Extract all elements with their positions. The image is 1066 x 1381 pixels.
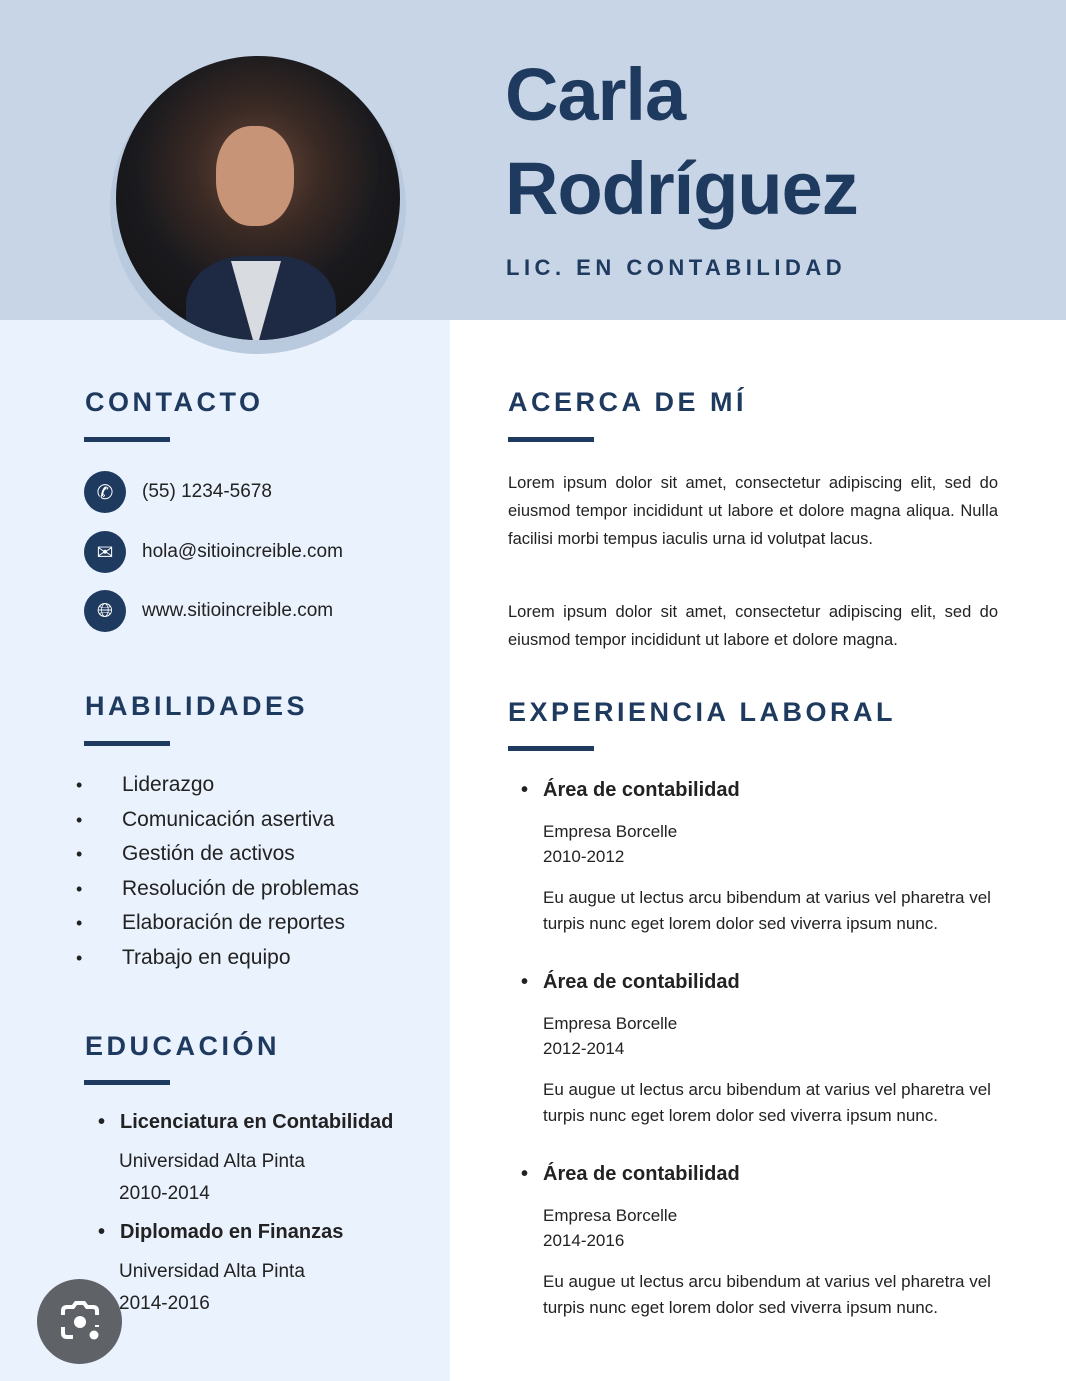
phone-text: (55) 1234-5678 [142,481,272,502]
contact-email[interactable] [84,531,343,573]
list-item: • Resolución de problemas [98,872,359,907]
job-years: 2014-2016 [543,1231,625,1250]
camera-lens-icon [57,1301,103,1343]
education-heading: EDUCACIÓN [85,1031,281,1061]
lens-search-button[interactable] [37,1279,122,1364]
phone-icon: ✆ [84,471,126,513]
globe-icon: 🌐︎ [84,590,126,632]
list-item: • Elaboración de reportes [98,906,359,941]
job-company: Empresa Borcelle [543,822,678,841]
last-name: Rodríguez [505,147,858,230]
list-item: • Trabajo en equipo [98,941,359,976]
contact-website[interactable] [84,590,333,632]
education-years: 2010-2014 [119,1183,210,1204]
website-text: www.sitioincreible.com [142,600,334,621]
first-name: Carla [505,53,686,136]
about-paragraph: Lorem ipsum dolor sit amet, consectetur adipiscing elit, sed do eiusmod tempor incididunt ut labore et dolore magna aliqua. Nulla facilisi morbi tempus iaculis urna id volutpat lacus. [508,474,998,548]
list-item: • Liderazgo [98,768,359,803]
contact-phone[interactable] [84,471,272,513]
job-company: Empresa Borcelle [543,1206,678,1225]
profile-photo [116,56,400,340]
skills-list [98,768,359,976]
education-school: Universidad Alta Pinta [119,1261,305,1282]
job-role: • Área de contabilidad [543,971,740,994]
job-description: Eu augue ut lectus arcu bibendum at varius vel pharetra vel turpis nunc eget lorem dolor sed viverra ipsum nunc. [543,1272,991,1317]
education-title: • Licenciatura en Contabilidad [120,1111,393,1134]
job-years: 2010-2012 [543,847,625,866]
contact-heading: CONTACTO [85,387,264,417]
divider [84,741,170,746]
divider [84,437,170,442]
experience-heading: EXPERIENCIA LABORAL [508,697,897,727]
job-role: • Área de contabilidad [543,1163,740,1186]
mail-icon: ✉ [84,531,126,573]
about-paragraph: Lorem ipsum dolor sit amet, consectetur adipiscing elit, sed do eiusmod tempor incididunt ut labore et dolore magna. [508,603,998,649]
list-item: • Comunicación asertiva [98,803,359,838]
divider [84,1080,170,1085]
divider [508,746,594,751]
job-company: Empresa Borcelle [543,1014,678,1033]
divider [508,437,594,442]
about-heading: ACERCA DE MÍ [508,387,748,417]
job-title: LIC. EN CONTABILIDAD [506,255,847,280]
job-description: Eu augue ut lectus arcu bibendum at varius vel pharetra vel turpis nunc eget lorem dolor sed viverra ipsum nunc. [543,1080,991,1125]
education-years: 2014-2016 [119,1293,210,1314]
list-item: • Gestión de activos [98,837,359,872]
job-years: 2012-2014 [543,1039,625,1058]
email-text: hola@sitioincreible.com [142,541,343,562]
job-role: • Área de contabilidad [543,779,740,802]
job-description: Eu augue ut lectus arcu bibendum at varius vel pharetra vel turpis nunc eget lorem dolor sed viverra ipsum nunc. [543,888,991,933]
education-school: Universidad Alta Pinta [119,1151,305,1172]
skills-heading: HABILIDADES [85,691,309,721]
education-title: • Diplomado en Finanzas [120,1221,343,1244]
